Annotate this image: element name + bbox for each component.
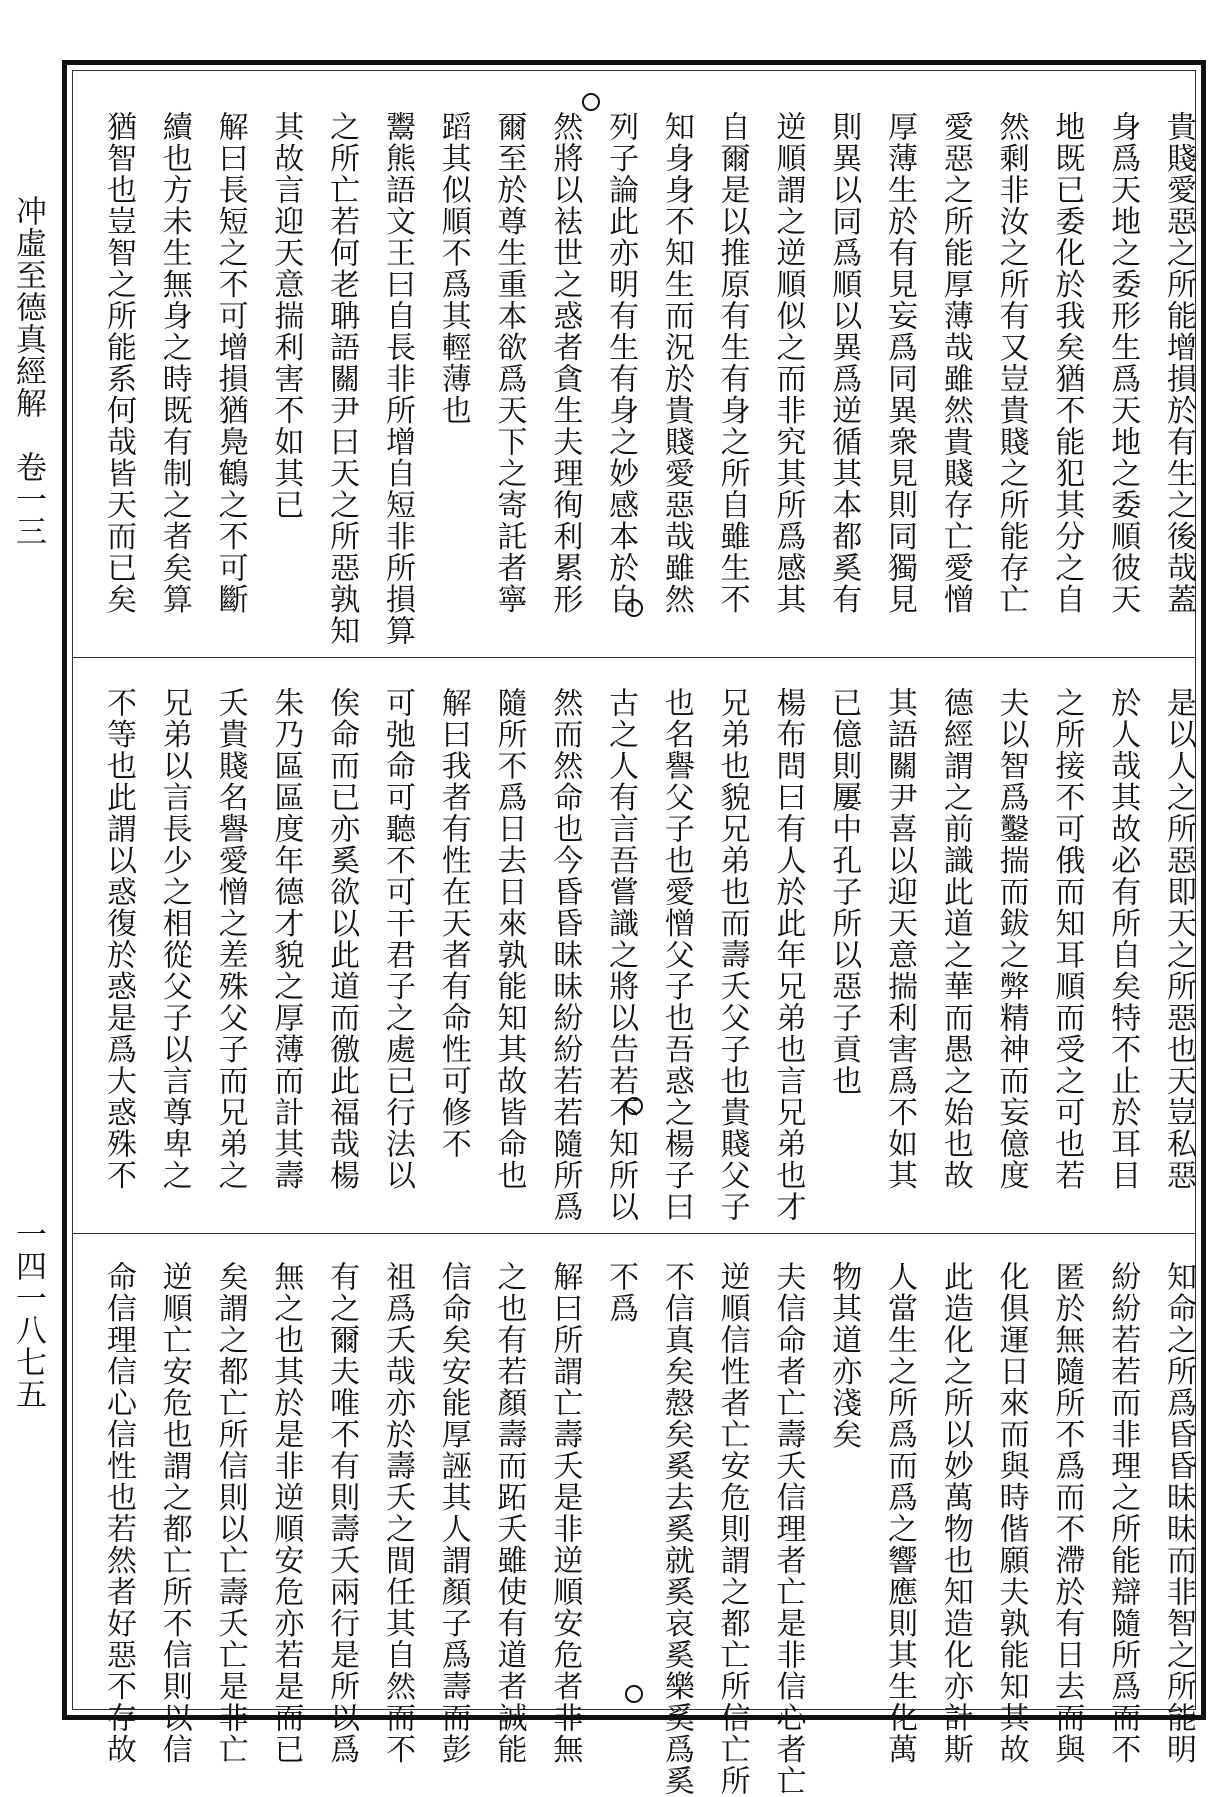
text-column: 之也有若顏壽而跖夭雖使有道者誠能: [491, 1261, 527, 1765]
text-column: 猶智也豈智之所能系何哉皆天而已矣: [101, 111, 136, 615]
text-column: 祖爲夭哉亦於壽夭之間任其自然而不: [379, 1261, 415, 1765]
text-column: 夫信命者亡壽夭信理者亡是非信心者亡: [770, 1261, 806, 1797]
text-column: 續也方未生無身之時既有制之者矣算: [156, 111, 192, 615]
left-margin: [0, 0, 58, 1732]
text-column: 於人哉其故必有所自矣特不止於耳目: [1105, 687, 1141, 1191]
text-column: 貴賤愛惡之所能增損於有生之後哉蓋: [1161, 111, 1196, 615]
text-column: 紛紛若若而非理之所能辯隨所爲而不: [1105, 1261, 1141, 1765]
text-column: 其故言迎天意揣利害不如其已: [268, 111, 304, 521]
text-column: 可弛命可聽不可干君子之處已行法以: [379, 687, 415, 1191]
text-column: 然剩非汝之所有又豈貴賤之所能存亡: [993, 111, 1029, 615]
text-column: 逆順謂之逆順似之而非究其所爲感其: [770, 111, 806, 615]
text-panel-top: [81, 85, 1196, 647]
text-column: 解曰長短之不可增損猶鳧鶴之不可斷: [212, 111, 248, 615]
text-column: 有之爾夫唯不有則壽夭兩行是所以爲: [324, 1261, 360, 1765]
text-column: 蹈其似順不爲其輕薄也: [435, 111, 471, 426]
text-column: 兄弟也貌兄弟也而壽夭父子也貴賤父子: [714, 687, 750, 1223]
section-marker-circle: [625, 1685, 643, 1703]
panel-divider-bottom: [73, 1233, 1195, 1234]
text-column: 命信理信心信性也若然者好惡不存故: [101, 1261, 136, 1765]
text-panel-bottom: [81, 1249, 1196, 1797]
text-column: 厚薄生於有見妄爲同異衆見則同獨見: [882, 111, 918, 615]
text-column: 物其道亦淺矣: [826, 1261, 862, 1450]
text-column: 身爲天地之委形生爲天地之委順彼天: [1105, 111, 1141, 615]
page-frame-inner: [72, 70, 1196, 1797]
text-column: 人當生之所爲而爲之響應則其生化萬: [882, 1261, 918, 1765]
text-panel-middle: [81, 675, 1196, 1223]
text-column: 夭貴賤名譽愛憎之差殊父子而兄弟之: [212, 687, 248, 1191]
text-column: 信命矣安能厚誣其人謂顏子爲壽而彭: [435, 1261, 471, 1765]
text-column: 也名譽父子也愛憎父子也吾惑之楊子曰: [658, 687, 694, 1223]
text-column: 已億則屢中孔子所以惡子貢也: [826, 687, 862, 1097]
text-column: 矣謂之都亡所信則以亡壽夭亡是非亡: [212, 1261, 248, 1765]
text-column: 然而然命也今昏昏昧昧紛紛若若隨所爲: [547, 687, 583, 1223]
page-frame: [62, 60, 1206, 1797]
text-column: 解曰我者有性在天者有命性可修不: [435, 687, 471, 1160]
text-column: 德經謂之前識此道之華而愚之始也故: [937, 687, 973, 1191]
text-column: 是以人之所惡即天之所惡也天豈私惡: [1161, 687, 1196, 1191]
text-column: 俟命而已亦奚欲以此道而徼此福哉楊: [324, 687, 360, 1191]
text-column: 無之也其於是非逆順安危亦若是而已: [268, 1261, 304, 1765]
text-column: 逆順信性者亡安危則謂之都亡所信亡所: [714, 1261, 750, 1797]
text-column: 然將以袪世之惑者貪生夫理徇利累形: [547, 111, 583, 615]
text-column: 逆順亡安危也謂之都亡所不信則以信: [156, 1261, 192, 1765]
text-column: 夫以智爲鑿揣而鈸之弊精神而妄億度: [993, 687, 1029, 1191]
text-column: 不等也此謂以惑復於惑是爲大惑殊不: [101, 687, 136, 1191]
panel-divider-top: [73, 657, 1195, 658]
text-column: 兄弟以言長少之相從父子以言尊卑之: [156, 687, 192, 1191]
text-column: 古之人有言吾嘗識之將以告若不知所以: [603, 687, 639, 1223]
text-column: 知命之所爲昏昏昧昧而非智之所能明: [1161, 1261, 1196, 1765]
book-title: 冲虛至德真經解 卷一三: [10, 195, 46, 547]
text-column: 列子論此亦明有生有身之妙感本於自: [603, 111, 639, 615]
text-column: 楊布問曰有人於此年兄弟也言兄弟也才: [770, 687, 806, 1223]
section-marker-circle: [625, 1097, 643, 1115]
text-column: 隨所不爲日去日來孰能知其故皆命也: [491, 687, 527, 1191]
text-column: 自爾是以推原有生有身之所自雖生不: [714, 111, 750, 615]
text-column: 朱乃區區度年德才貌之厚薄而計其壽: [268, 687, 304, 1191]
text-column: 不爲: [603, 1261, 639, 1324]
text-column: 愛惡之所能厚薄哉雖然貴賤存亡愛憎: [937, 111, 973, 615]
text-column: 爾至於尊生重本欲爲天下之寄託者寧: [491, 111, 527, 615]
section-marker-circle: [625, 599, 643, 617]
text-column: 則異以同爲順以異爲逆循其本都奚有: [826, 111, 862, 615]
text-column: 之所接不可俄而知耳順而受之可也若: [1049, 687, 1085, 1191]
text-column: 不信真矣慤矣奚去奚就奚哀奚樂奚爲奚: [658, 1261, 694, 1797]
text-column: 化俱運日來而與時偕願夫孰能知其故: [993, 1261, 1029, 1765]
text-column: 解曰所謂亡壽夭是非逆順安危者非無: [547, 1261, 583, 1765]
text-column: 之所亡若何老聃語關尹曰天之所惡孰知: [324, 111, 360, 647]
text-column: 匿於無隨所不爲而不滯於有日去而與: [1049, 1261, 1085, 1765]
text-column: 此造化之所以妙萬物也知造化亦計斯: [937, 1261, 973, 1765]
text-column: 其語關尹喜以迎天意揣利害爲不如其: [882, 687, 918, 1191]
section-marker-circle: [582, 93, 600, 111]
text-column: 知身身不知生而況於貴賤愛惡哉雖然: [658, 111, 694, 615]
text-column: 鬻熊語文王曰自長非所增自短非所損算: [379, 111, 415, 647]
text-column: 地既已委化於我矣猶不能犯其分之自: [1049, 111, 1085, 615]
page-number: 一四一八七五: [10, 1218, 46, 1410]
